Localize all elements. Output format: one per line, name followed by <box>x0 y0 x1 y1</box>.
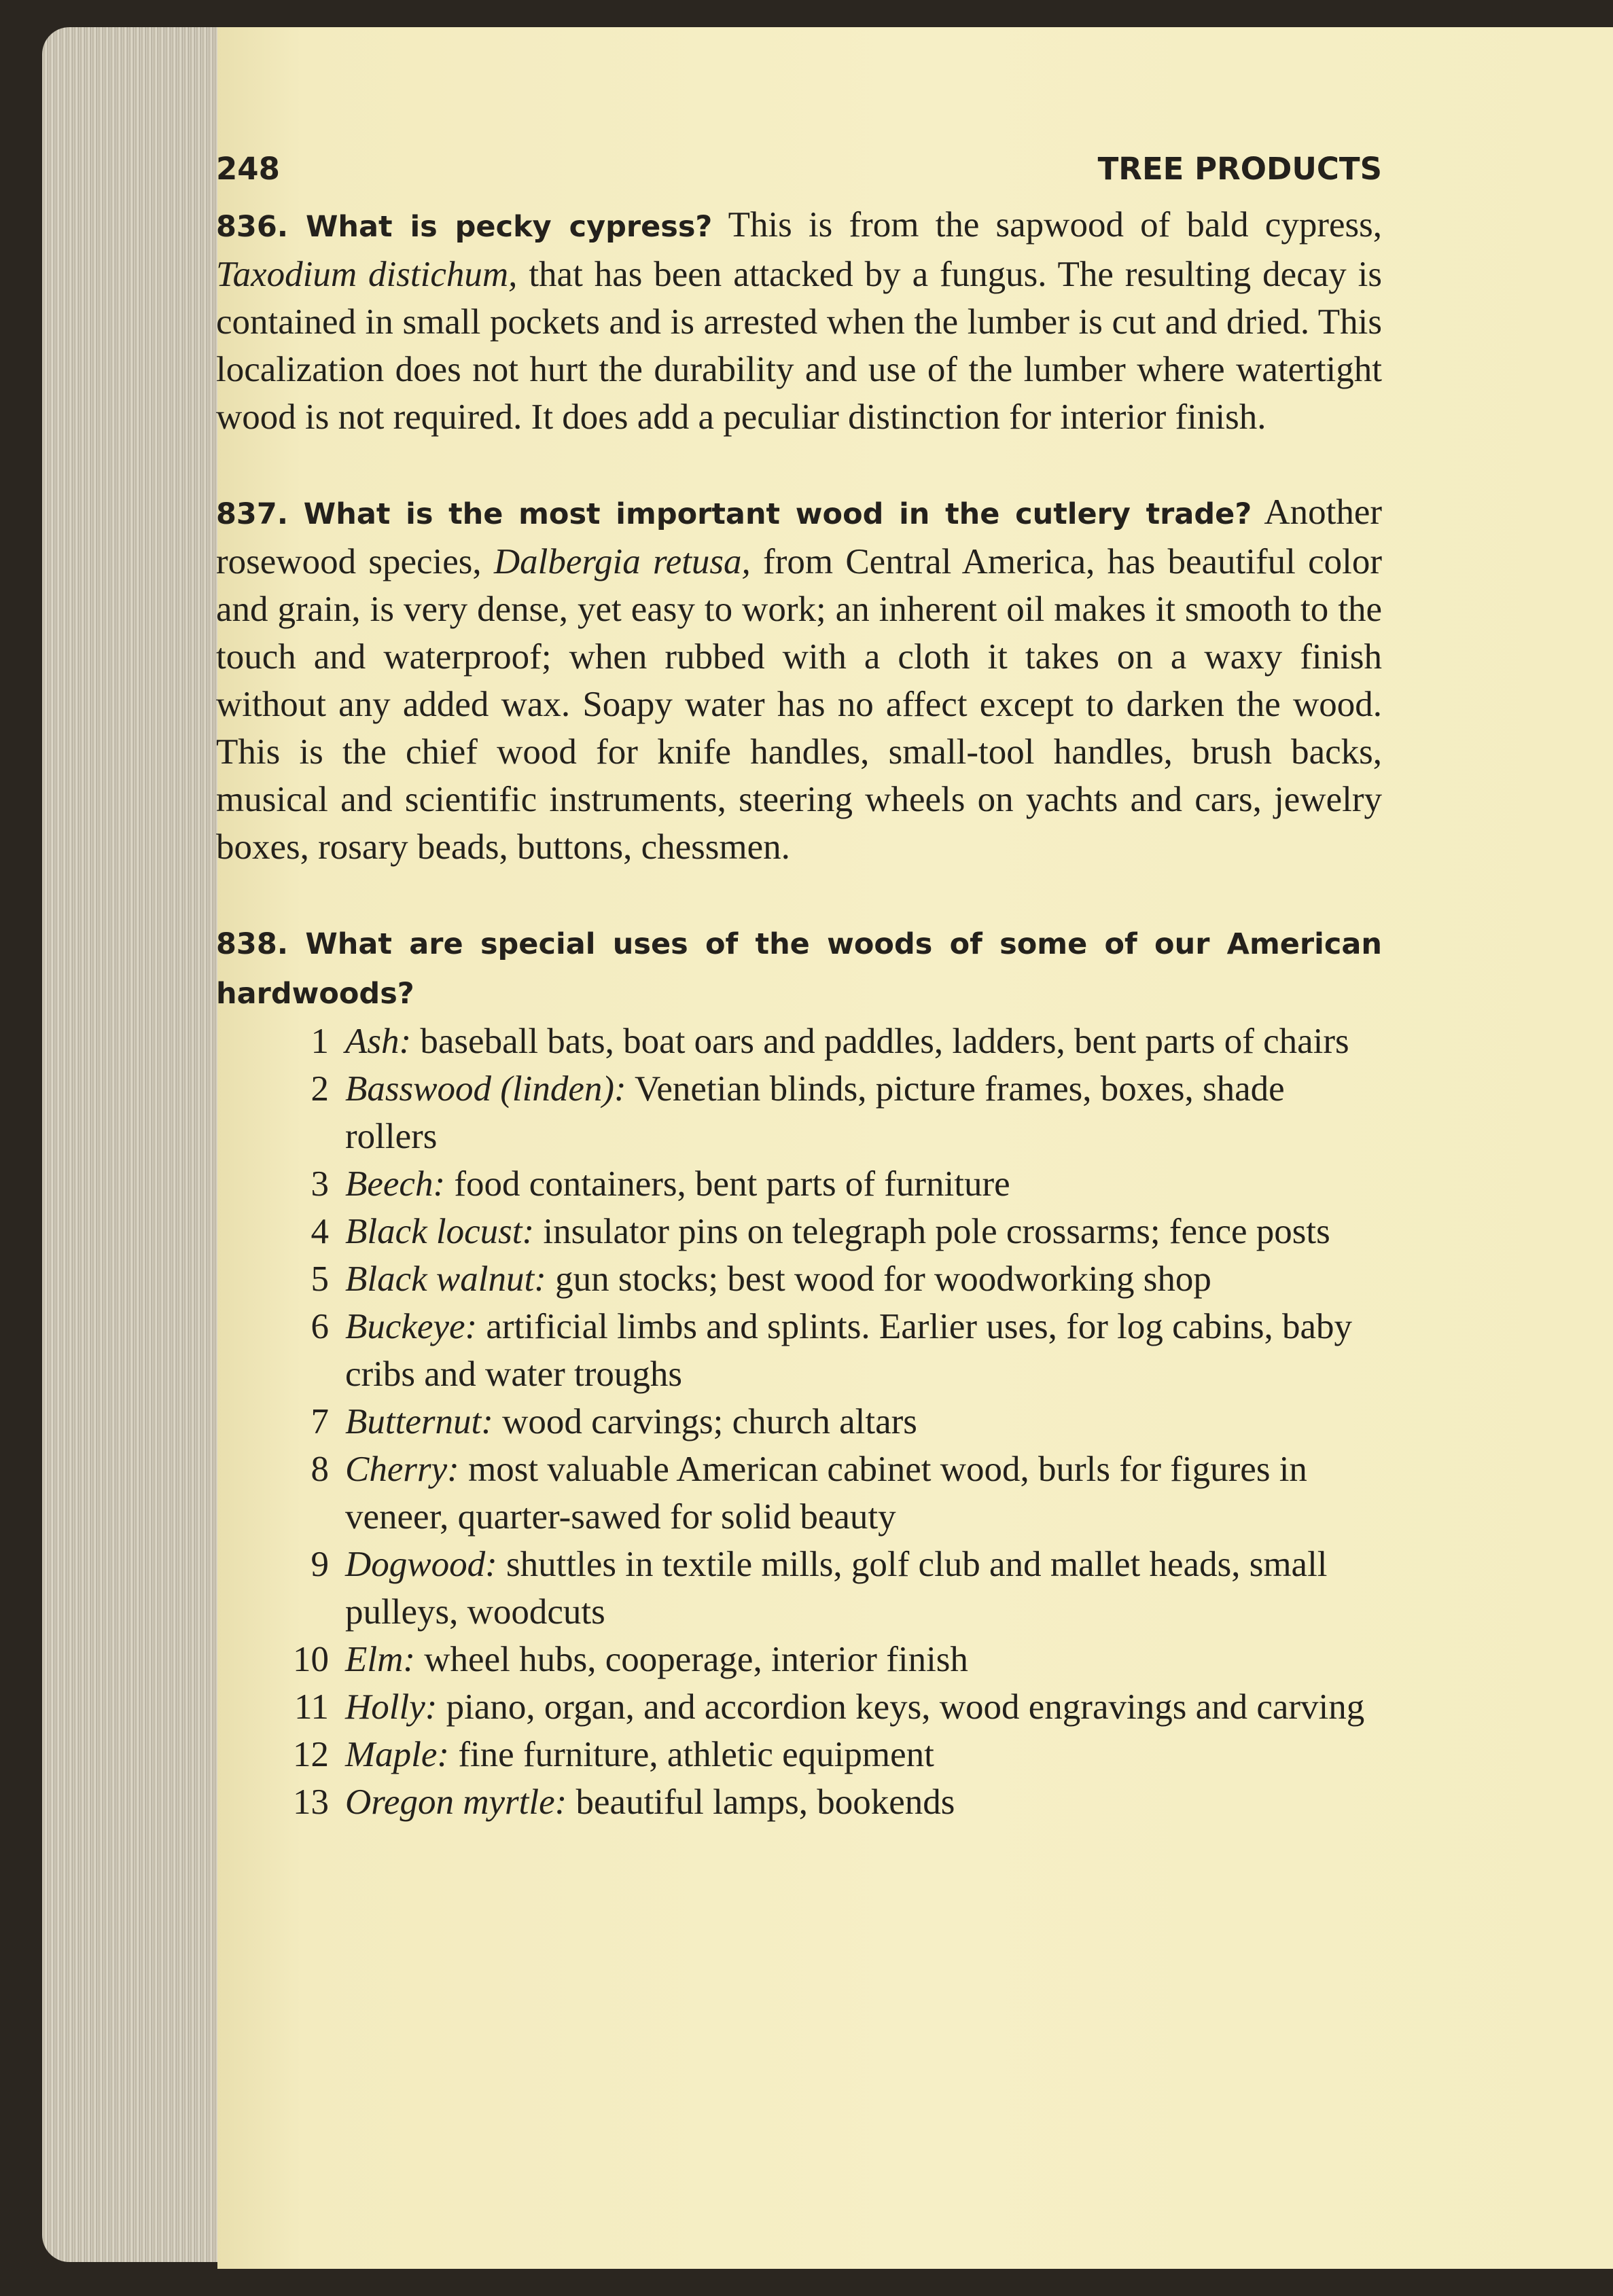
wood-name: Black walnut: <box>345 1259 546 1299</box>
item-number: 5 <box>311 1259 329 1299</box>
wood-uses: wood carvings; church altars <box>493 1402 917 1441</box>
wood-name: Elm: <box>345 1640 416 1679</box>
item-text <box>345 1636 1382 1683</box>
item-text <box>345 1065 1382 1160</box>
wood-name: Buckeye: <box>345 1307 478 1346</box>
wood-name: Dogwood: <box>345 1545 497 1584</box>
list-item <box>216 1778 1382 1826</box>
wood-name: Black locust: <box>345 1212 535 1251</box>
list-item <box>216 1160 1382 1208</box>
item-number: 2 <box>311 1069 329 1109</box>
wood-name: Oregon myrtle: <box>345 1782 567 1822</box>
item-number: 8 <box>311 1450 329 1489</box>
list-item <box>216 1065 1382 1160</box>
item-number: 13 <box>293 1782 329 1822</box>
wood-uses: gun stocks; best wood for woodworking shop <box>546 1259 1211 1299</box>
list-item <box>216 1541 1382 1636</box>
page-number: 248 <box>216 151 280 187</box>
wood-uses: artificial limbs and splints. Earlier uses, for log cabins, baby cribs and water troughs <box>345 1307 1353 1394</box>
list-item <box>216 1731 1382 1778</box>
answer-836-species: Taxodium distichum, <box>216 255 518 294</box>
wood-uses: shuttles in textile mills, golf club and mallet heads, small pulleys, woodcuts <box>345 1545 1328 1632</box>
item-text <box>345 1778 1382 1826</box>
wood-uses: beautiful lamps, bookends <box>567 1782 955 1822</box>
answer-837-text-a: Another rosewood species, <box>216 492 1382 581</box>
answer-836-text-b: that has been attacked by a fungus. The resulting decay is contained in small pockets and is arrested when the lumber is cut and dried. This localization does not hurt the durability and use of the lumber where watertight wood is not required. It does add a peculiar distinction for interior finish. <box>216 255 1383 437</box>
item-number: 6 <box>311 1307 329 1346</box>
list-item <box>216 1636 1382 1683</box>
list-item <box>216 1683 1382 1731</box>
wood-uses: most valuable American cabinet wood, burls for figures in veneer, quarter-sawed for solid beauty <box>345 1450 1307 1537</box>
wood-uses: piano, organ, and accordion keys, wood engravings and carving <box>437 1687 1365 1727</box>
question-837-heading: 837. What is the most important wood in the cutlery trade? <box>216 497 1252 531</box>
item-text <box>345 1541 1382 1636</box>
question-838-heading: 838. What are special uses of the woods of some of our American hardwoods? <box>216 927 1382 1011</box>
item-number: 9 <box>311 1545 329 1584</box>
wood-name: Maple: <box>345 1735 450 1774</box>
wood-name: Cherry: <box>345 1450 459 1489</box>
wood-uses: food containers, bent parts of furniture <box>445 1164 1010 1204</box>
item-text <box>345 1160 1382 1208</box>
item-number: 3 <box>311 1164 329 1204</box>
item-number: 4 <box>311 1212 329 1251</box>
question-836-heading: 836. What is pecky cypress? <box>216 210 713 244</box>
answer-837-species: Dalbergia retusa, <box>493 542 751 581</box>
item-text <box>345 1398 1382 1446</box>
item-text <box>345 1446 1382 1541</box>
wood-uses: baseball bats, boat oars and paddles, ladders, bent parts of chairs <box>411 1022 1349 1061</box>
item-text <box>345 1255 1382 1303</box>
item-number: 10 <box>293 1640 329 1679</box>
page-content <box>216 145 1382 1826</box>
wood-uses: insulator pins on telegraph pole crossarms; fence posts <box>534 1212 1330 1251</box>
item-number: 11 <box>294 1687 329 1727</box>
running-header <box>216 145 1382 193</box>
wood-name: Butternut: <box>345 1402 493 1441</box>
item-number: 7 <box>311 1402 329 1441</box>
list-item <box>216 1255 1382 1303</box>
question-837 <box>216 488 1382 871</box>
question-838 <box>216 918 1382 1018</box>
wood-uses: fine furniture, athletic equipment <box>449 1735 934 1774</box>
wood-uses: Venetian blinds, picture frames, boxes, shade rollers <box>345 1069 1285 1156</box>
hardwood-uses-list <box>216 1018 1382 1826</box>
wood-name: Ash: <box>345 1022 412 1061</box>
item-text <box>345 1731 1382 1778</box>
list-item <box>216 1398 1382 1446</box>
item-number: 1 <box>311 1022 329 1061</box>
answer-837-text-b: from Central America, has beautiful color and grain, is very dense, yet easy to work; an inherent oil makes it smooth to the touch and waterproof; when rubbed with a cloth it takes on a waxy finish without any added wax. Soapy water has no affect except to darken the wood. This is the chief wood for knife handles, small-tool handles, brush backs, musical and scientific instruments, steering wheels on yachts and cars, jewelry boxes, rosary beads, buttons, chessmen. <box>216 542 1382 867</box>
paragraph-gap <box>216 871 1382 918</box>
list-item <box>216 1018 1382 1065</box>
wood-uses: wheel hubs, cooperage, interior finish <box>415 1640 968 1679</box>
wood-name: Holly: <box>345 1687 438 1727</box>
item-text <box>345 1208 1382 1255</box>
item-text <box>345 1018 1382 1065</box>
answer-836-text-a: This is from the sapwood of bald cypress, <box>712 205 1382 245</box>
item-text <box>345 1303 1382 1398</box>
list-item <box>216 1303 1382 1398</box>
list-item <box>216 1208 1382 1255</box>
item-number: 12 <box>293 1735 329 1774</box>
list-item <box>216 1446 1382 1541</box>
paragraph-gap <box>216 441 1382 488</box>
page-edges <box>42 27 232 2262</box>
question-836 <box>216 201 1382 441</box>
wood-name: Beech: <box>345 1164 446 1204</box>
wood-name: Basswood (linden): <box>345 1069 626 1109</box>
running-title: TREE PRODUCTS <box>1097 151 1382 187</box>
item-text <box>345 1683 1382 1731</box>
